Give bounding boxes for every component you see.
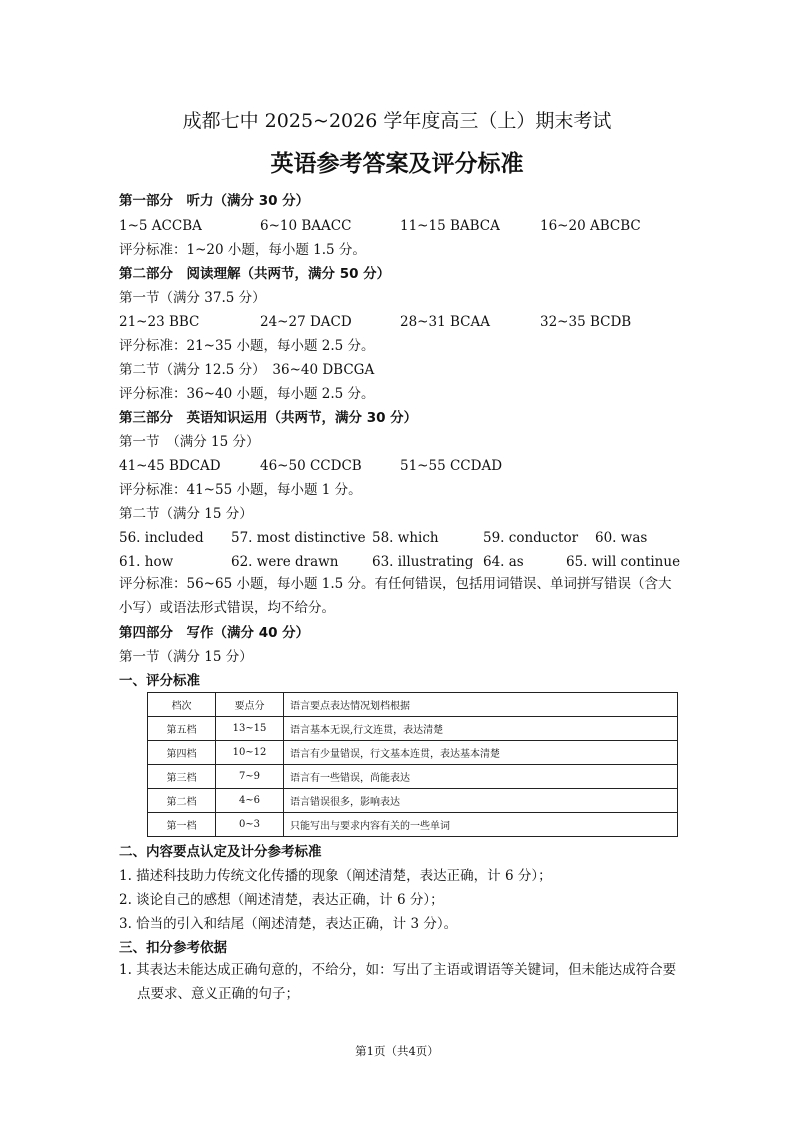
content-item: 3. 恰当的引入和结尾（阐述清楚，表达正确，计 3 分）。 xyxy=(119,916,458,932)
part3-heading: 第三部分 英语知识运用（共两节，满分 30 分） xyxy=(119,410,418,426)
answer-group: 24~27 DACD xyxy=(260,314,352,330)
answer-item: 65. will continue xyxy=(566,554,681,570)
answer-group: 32~35 BCDB xyxy=(540,314,632,330)
table-cell: 10~12 xyxy=(216,741,284,765)
table-cell: 第一档 xyxy=(148,813,216,837)
exam-title: 成都七中 2025~2026 学年度高三（上）期末考试 xyxy=(182,110,612,132)
part4-sec1-heading: 第一节（满分 15 分） xyxy=(119,649,253,665)
part2-sec2-criteria: 评分标准：36~40 小题，每小题 2.5 分。 xyxy=(119,386,375,402)
answer-group: 28~31 BCAA xyxy=(400,314,490,330)
answer-item: 57. most distinctive xyxy=(231,530,366,546)
answer-item: 62. were drawn xyxy=(231,554,339,570)
table-cell: 只能写出与要求内容有关的一些单词 xyxy=(284,813,678,837)
part1-criteria: 评分标准：1~20 小题，每小题 1.5 分。 xyxy=(119,242,366,258)
part2-heading: 第二部分 阅读理解（共两节，满分 50 分） xyxy=(119,266,391,282)
answer-item: 56. included xyxy=(119,530,204,546)
answer-group: 46~50 CCDCB xyxy=(260,458,362,474)
table-row xyxy=(148,765,678,789)
table-cell: 语言有一些错误，尚能表达 xyxy=(284,765,678,789)
scoring-heading: 一、评分标准 xyxy=(119,673,200,689)
part3-sec2-criteria: 评分标准：56~65 小题，每小题 1.5 分。有任何错误，包括用词错误、单词拼写错误（含大小写）或语法形式错误，均不给分。 xyxy=(119,576,672,616)
content-item: 2. 谈论自己的感想（阐述清楚，表达正确，计 6 分）； xyxy=(119,892,444,908)
document-subtitle: 英语参考答案及评分标准 xyxy=(270,151,524,177)
part3-sec2-answers-row2 xyxy=(119,553,679,571)
answer-group: 21~23 BBC xyxy=(119,314,200,330)
table-row xyxy=(148,717,678,741)
table-cell: 语言错误很多，影响表达 xyxy=(284,789,678,813)
deduct-heading: 三、扣分参考依据 xyxy=(119,940,227,956)
part2-sec1-heading: 第一节（满分 37.5 分） xyxy=(119,290,266,306)
part2-sec2-heading: 第二节（满分 12.5 分） 36~40 DBCGA xyxy=(119,362,375,378)
deduct-item: 1. 其表达未能达成正确句意的，不给分，如：写出了主语或谓语等关键词，但未能达成符合要点要求、意义正确的句子； xyxy=(119,962,677,1002)
answer-group: 1~5 ACCBA xyxy=(119,218,202,234)
answer-item: 59. conductor xyxy=(483,530,579,546)
table-cell: 13~15 xyxy=(216,717,284,741)
table-header-cell: 要点分 xyxy=(216,693,284,717)
scoring-table xyxy=(147,692,678,837)
part4-heading: 第四部分 写作（满分 40 分） xyxy=(119,625,310,641)
part3-sec2-heading: 第二节（满分 15 分） xyxy=(119,506,253,522)
part3-sec1-heading: 第一节 （满分 15 分） xyxy=(119,434,260,450)
answer-group: 11~15 BABCA xyxy=(400,218,500,234)
answer-item: 63. illustrating xyxy=(372,554,474,570)
part1-answers-row xyxy=(119,217,679,235)
answer-group: 16~20 ABCBC xyxy=(540,218,641,234)
part2-sec1-answers-row xyxy=(119,313,679,331)
table-cell: 第四档 xyxy=(148,741,216,765)
answer-item: 61. how xyxy=(119,554,174,570)
answer-group: 51~55 CCDAD xyxy=(400,458,503,474)
table-row xyxy=(148,813,678,837)
table-cell: 7~9 xyxy=(216,765,284,789)
page-number: 第1页（共4页） xyxy=(355,1044,439,1058)
part1-heading: 第一部分 听力（满分 30 分） xyxy=(119,193,310,209)
table-row xyxy=(148,741,678,765)
table-header-cell: 档次 xyxy=(148,693,216,717)
table-cell: 4~6 xyxy=(216,789,284,813)
table-header-cell: 语言要点表达情况划档根据 xyxy=(284,693,678,717)
table-cell: 第五档 xyxy=(148,717,216,741)
content-item: 1. 描述科技助力传统文化传播的现象（阐述清楚，表达正确，计 6 分）； xyxy=(119,868,552,884)
answer-item: 64. as xyxy=(483,554,524,570)
part3-sec2-answers-row1 xyxy=(119,529,679,547)
table-cell: 语言基本无误,行文连贯，表达清楚 xyxy=(284,717,678,741)
part2-sec1-criteria: 评分标准：21~35 小题，每小题 2.5 分。 xyxy=(119,338,375,354)
table-cell: 第三档 xyxy=(148,765,216,789)
part3-sec1-answers-row xyxy=(119,457,679,475)
answer-group: 6~10 BAACC xyxy=(260,218,352,234)
answer-item: 60. was xyxy=(595,530,648,546)
table-cell: 第二档 xyxy=(148,789,216,813)
table-row xyxy=(148,789,678,813)
part3-sec1-criteria: 评分标准：41~55 小题，每小题 1 分。 xyxy=(119,482,362,498)
answer-group: 41~45 BDCAD xyxy=(119,458,221,474)
table-cell: 0~3 xyxy=(216,813,284,837)
content-heading: 二、内容要点认定及计分参考标准 xyxy=(119,844,322,860)
table-cell: 语言有少量错误，行文基本连贯，表达基本清楚 xyxy=(284,741,678,765)
table-header-row xyxy=(148,693,678,717)
answer-item: 58. which xyxy=(372,530,439,546)
